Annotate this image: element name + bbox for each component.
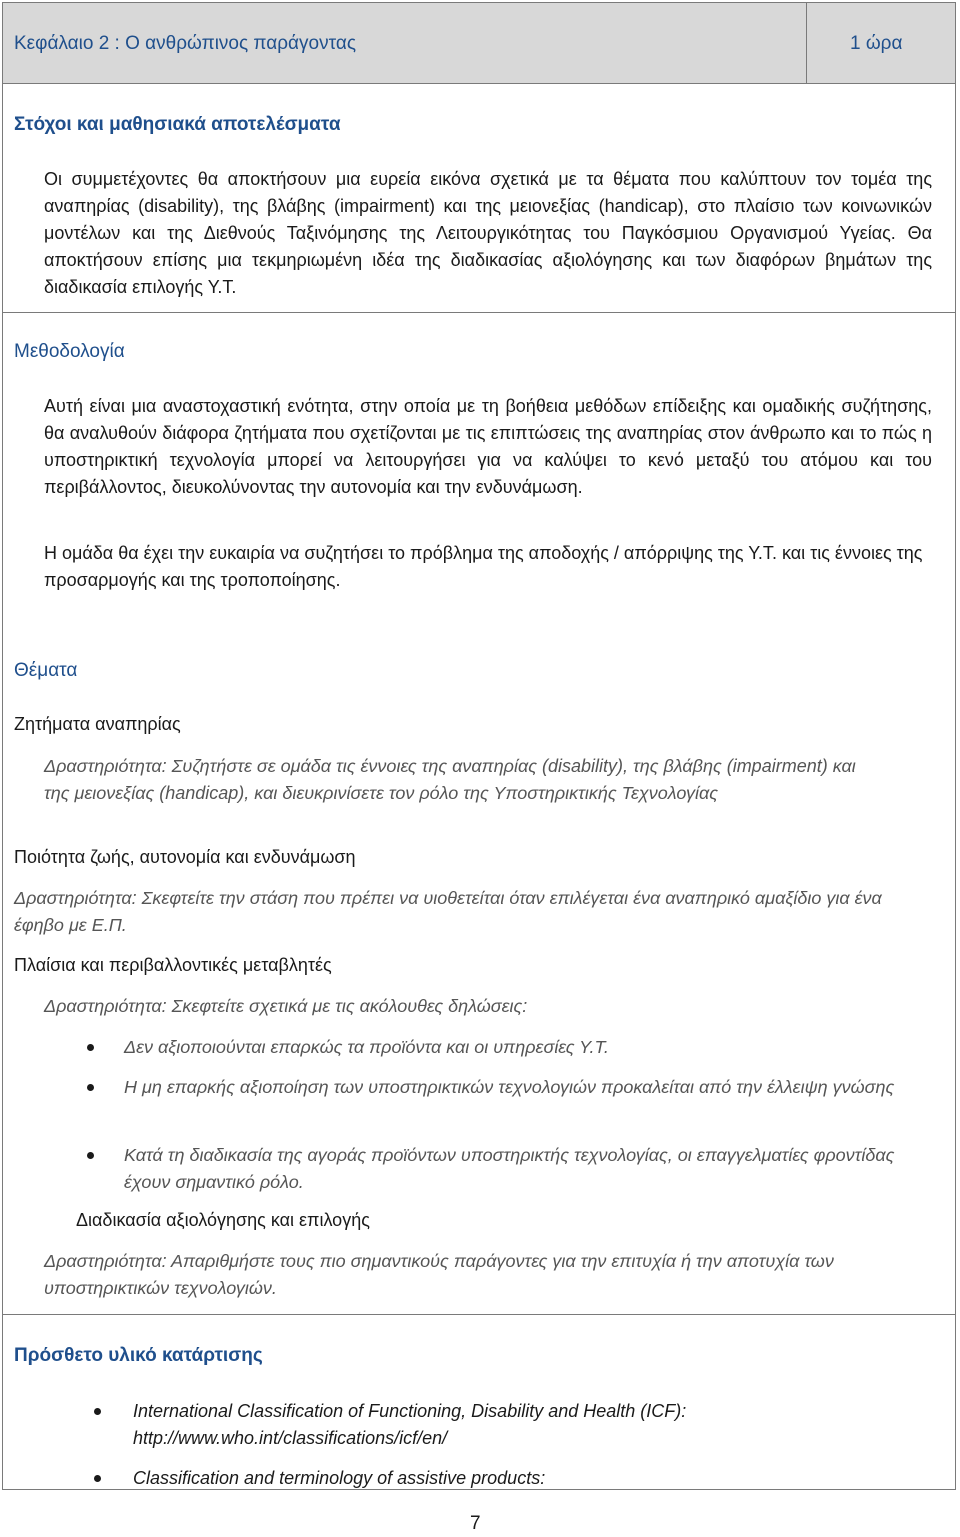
statement-item: Η μη επαρκής αξιοποίηση των υποστηρικτικών τεχνολογιών προκαλείται από την έλλειψη γνώσης [124, 1077, 895, 1097]
methodology-title: Μεθοδολογία [14, 341, 125, 362]
statement-item: Δεν αξιοποιούνται επαρκώς τα προϊόντα και οι υπηρεσίες Υ.Τ. [124, 1037, 609, 1057]
topic-4-heading: Διαδικασία αξιολόγησης και επιλογής [76, 1210, 370, 1230]
bullet-icon [87, 1044, 94, 1051]
topic-2-heading: Ποιότητα ζωής, αυτονομία και ενδυνάμωση [14, 847, 356, 867]
topic-4-activity: Δραστηριότητα: Απαριθμήστε τους πιο σημαντικούς παράγοντες για την επιτυχία ή την αποτυχία των υποστηρικτικών τεχνολογιών. [44, 1251, 834, 1298]
chapter-title: Κεφάλαιο 2 : Ο ανθρώπινος παράγοντας [14, 33, 356, 54]
topic-2-activity: Δραστηριότητα: Σκεφτείτε την στάση που πρέπει να υιοθετείται όταν επιλέγεται ένα αναπηρικό αμαξίδιο για ένα έφηβο με Ε.Π. [14, 888, 882, 935]
materials-title: Πρόσθετο υλικό κατάρτισης [14, 1345, 263, 1366]
bullet-icon [94, 1475, 101, 1482]
header-divider [806, 2, 807, 84]
topic-1-activity: Δραστηριότητα: Συζητήστε σε ομάδα τις έννοιες της αναπηρίας (disability), της βλάβης (impairment) και της μειονεξίας (handicap), και διευκρινίσετε τον ρόλο της Υποστηρικτικής Τεχνολογίας [44, 756, 856, 803]
bullet-icon [87, 1084, 94, 1091]
methodology-paragraph-1: Αυτή είναι μια αναστοχαστική ενότητα, στην οποία με τη βοήθεια μεθόδων επίδειξης και ομαδικής συζήτησης, θα αναλυθούν διάφορα ζητήματα που σχετίζονται με τις επιπτώσεις της αναπηρίας στον άνθρωπο και το πώς η υποστηρικτική τεχνολογία μπορεί να λειτουργήσει για να καλύψει το κενό μεταξύ του ατόμου και του περιβάλλοντος, διευκολύνοντας την αυτονομία και την ενδυνάμωση. [44, 396, 932, 497]
bullet-icon [94, 1408, 101, 1415]
chapter-duration: 1 ώρα [850, 33, 903, 54]
topics-title: Θέματα [14, 660, 78, 681]
section-divider [2, 312, 956, 313]
topic-1-heading: Ζητήματα αναπηρίας [14, 714, 181, 734]
topic-3-activity: Δραστηριότητα: Σκεφτείτε σχετικά με τις ακόλουθες δηλώσεις: [44, 996, 528, 1016]
reference-item: International Classification of Functioning, Disability and Health (ICF): http://www.who.int/classifications/icf/en/ [133, 1401, 687, 1448]
methodology-paragraph-2: Η ομάδα θα έχει την ευκαιρία να συζητήσει το πρόβλημα της αποδοχής / απόρριψης της Υ.Τ. και τις έννοιες της προσαρμογής και της τροποποίησης. [44, 543, 923, 590]
section-divider [2, 1314, 956, 1315]
objectives-title: Στόχοι και μαθησιακά αποτελέσματα [14, 114, 341, 135]
objectives-text: Οι συμμετέχοντες θα αποκτήσουν μια ευρεία εικόνα σχετικά με τα θέματα που καλύπτουν τον τομέα της αναπηρίας (disability), της βλάβης (impairment) και της μειονεξίας (handicap), στο πλαίσιο των κοινωνικών μοντέλων και της Διεθνούς Ταξινόμησης της Λειτουργικότητας του Παγκόσμιου Οργανισμού Υγείας. Θα αποκτήσουν επίσης μια τεκμηριωμένη ιδέα της διαδικασίας αξιολόγησης και των διαφόρων βημάτων της διαδικασία επιλογής Υ.Τ. [44, 169, 932, 297]
bullet-icon [87, 1152, 94, 1159]
page-number: 7 [470, 1513, 481, 1534]
statement-item: Κατά τη διαδικασία της αγοράς προϊόντων υποστηρικτής τεχνολογίας, οι επαγγελματίες φροντίδας έχουν σημαντικό ρόλο. [124, 1145, 895, 1192]
reference-item: Classification and terminology of assistive products: [133, 1468, 546, 1488]
topic-3-heading: Πλαίσια και περιβαλλοντικές μεταβλητές [14, 955, 332, 975]
